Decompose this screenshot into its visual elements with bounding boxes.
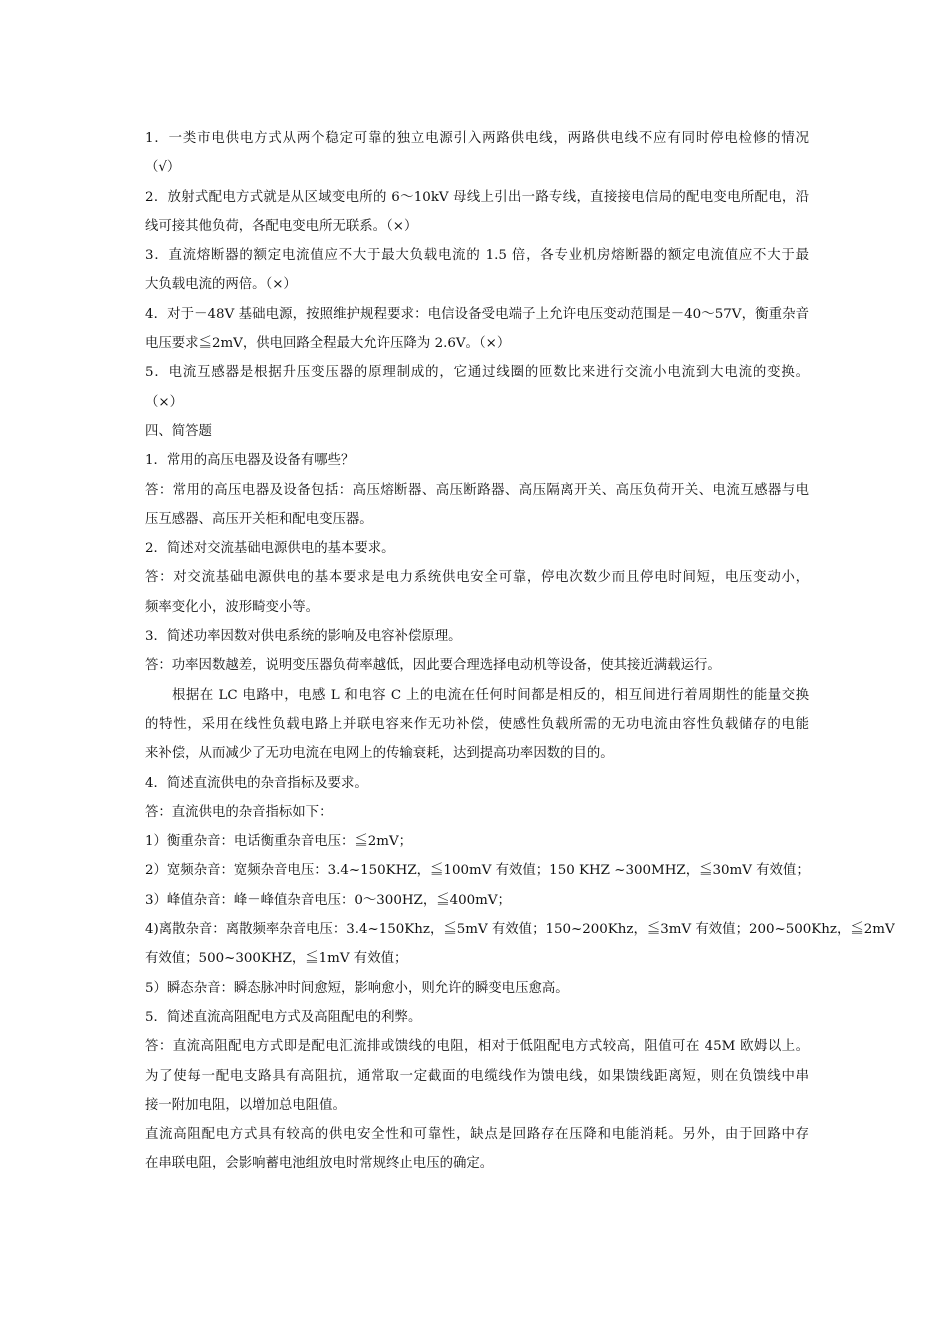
text-line: 5）瞬态杂音：瞬态脉冲时间愈短，影响愈小，则允许的瞬变电压愈高。 (145, 980, 569, 996)
text-line: 答：对交流基础电源供电的基本要求是电力系统供电安全可靠，停电次数少而且停电时间短，电压变动小， (145, 570, 809, 586)
text-line: 4)离散杂音：离散频率杂音电压：3.4~150Khz，≦5mV 有效值；150~200Khz，≦3mV 有效值；200~500Khz，≦2mV (145, 922, 895, 938)
text-line: （×） (145, 394, 184, 410)
text-line: 来补偿，从而减少了无功电流在电网上的传输衰耗，达到提高功率因数的目的。 (145, 746, 614, 762)
text-line: 压互感器、高压开关柜和配电变压器。 (145, 511, 373, 527)
text-line: 3）峰值杂音：峰－峰值杂音电压：0～300HZ，≦400mV； (145, 892, 511, 908)
text-line: （√） (145, 160, 181, 176)
text-line: 根据在 LC 电路中，电感 L 和电容 C 上的电流在任何时间都是相反的，相互间进行着周期性的能量交换 (172, 687, 809, 703)
document-body (145, 124, 895, 1179)
text-line: 5．简述直流高阻配电方式及高阻配电的利弊。 (145, 1009, 422, 1025)
text-line: 3．简述功率因数对供电系统的影响及电容补偿原理。 (145, 629, 462, 645)
text-line: 在串联电阻，会影响蓄电池组放电时常规终止电压的确定。 (145, 1156, 494, 1172)
text-line: 答：直流供电的杂音指标如下： (145, 804, 333, 820)
text-line: 5．电流互感器是根据升压变压器的原理制成的，它通过线圈的匝数比来进行交流小电流到大电流的变换。 (145, 365, 809, 381)
text-line: 2．简述对交流基础电源供电的基本要求。 (145, 541, 395, 557)
text-line: 频率变化小，波形畸变小等。 (145, 599, 320, 615)
text-line: 直流高阻配电方式具有较高的供电安全性和可靠性，缺点是回路存在压降和电能消耗。另外，由于回路中存 (145, 1127, 809, 1143)
text-line: 接一附加电阻，以增加总电阻值。 (145, 1097, 346, 1113)
text-line: 1．常用的高压电器及设备有哪些？ (145, 453, 355, 469)
text-line: 四、简答题 (145, 423, 212, 439)
text-line: 1）衡重杂音：电话衡重杂音电压：≦2mV； (145, 834, 413, 850)
text-line: 线可接其他负荷，各配电变电所无联系。（×） (145, 218, 418, 234)
text-line: 大负载电流的两倍。（×） (145, 277, 297, 293)
text-line: 2）宽频杂音：宽频杂音电压：3.4~150KHZ，≦100mV 有效值；150 KHZ ~300MHZ，≦30mV 有效值； (145, 863, 810, 879)
text-line: 有效值；500~300KHZ，≦1mV 有效值； (145, 951, 408, 967)
text-line: 答：直流高阻配电方式即是配电汇流排或馈线的电阻，相对于低阻配电方式较高，阻值可在 45M 欧姆以上。 (145, 1039, 809, 1055)
text-line: 4．对于－48V 基础电源，按照维护规程要求：电信设备受电端子上允许电压变动范围是－40～57V，衡重杂音 (145, 306, 809, 322)
text-line: 为了使每一配电支路具有高阻抗，通常取一定截面的电缆线作为馈电线，如果馈线距离短，则在负馈线中串 (145, 1068, 809, 1084)
text-line: 2．放射式配电方式就是从区域变电所的 6～10kV 母线上引出一路专线，直接接电信局的配电变电所配电，沿 (145, 189, 809, 205)
text-line: 4．简述直流供电的杂音指标及要求。 (145, 775, 368, 791)
text-line: 答：常用的高压电器及设备包括：高压熔断器、高压断路器、高压隔离开关、高压负荷开关、电流互感器与电 (145, 482, 809, 498)
text-line: 的特性，采用在线性负载电路上并联电容来作无功补偿，使感性负载所需的无功电流由容性负载储存的电能 (145, 716, 809, 732)
text-line: 3．直流熔断器的额定电流值应不大于最大负载电流的 1.5 倍，各专业机房熔断器的额定电流值应不大于最 (145, 248, 809, 264)
text-line: 电压要求≦2mV，供电回路全程最大允许压降为 2.6V。（×） (145, 336, 511, 352)
text-line: 1．一类市电供电方式从两个稳定可靠的独立电源引入两路供电线，两路供电线不应有同时停电检修的情况 (145, 131, 809, 146)
text-line: 答：功率因数越差，说明变压器负荷率越低，因此要合理选择电动机等设备，使其接近满载运行。 (145, 658, 721, 674)
